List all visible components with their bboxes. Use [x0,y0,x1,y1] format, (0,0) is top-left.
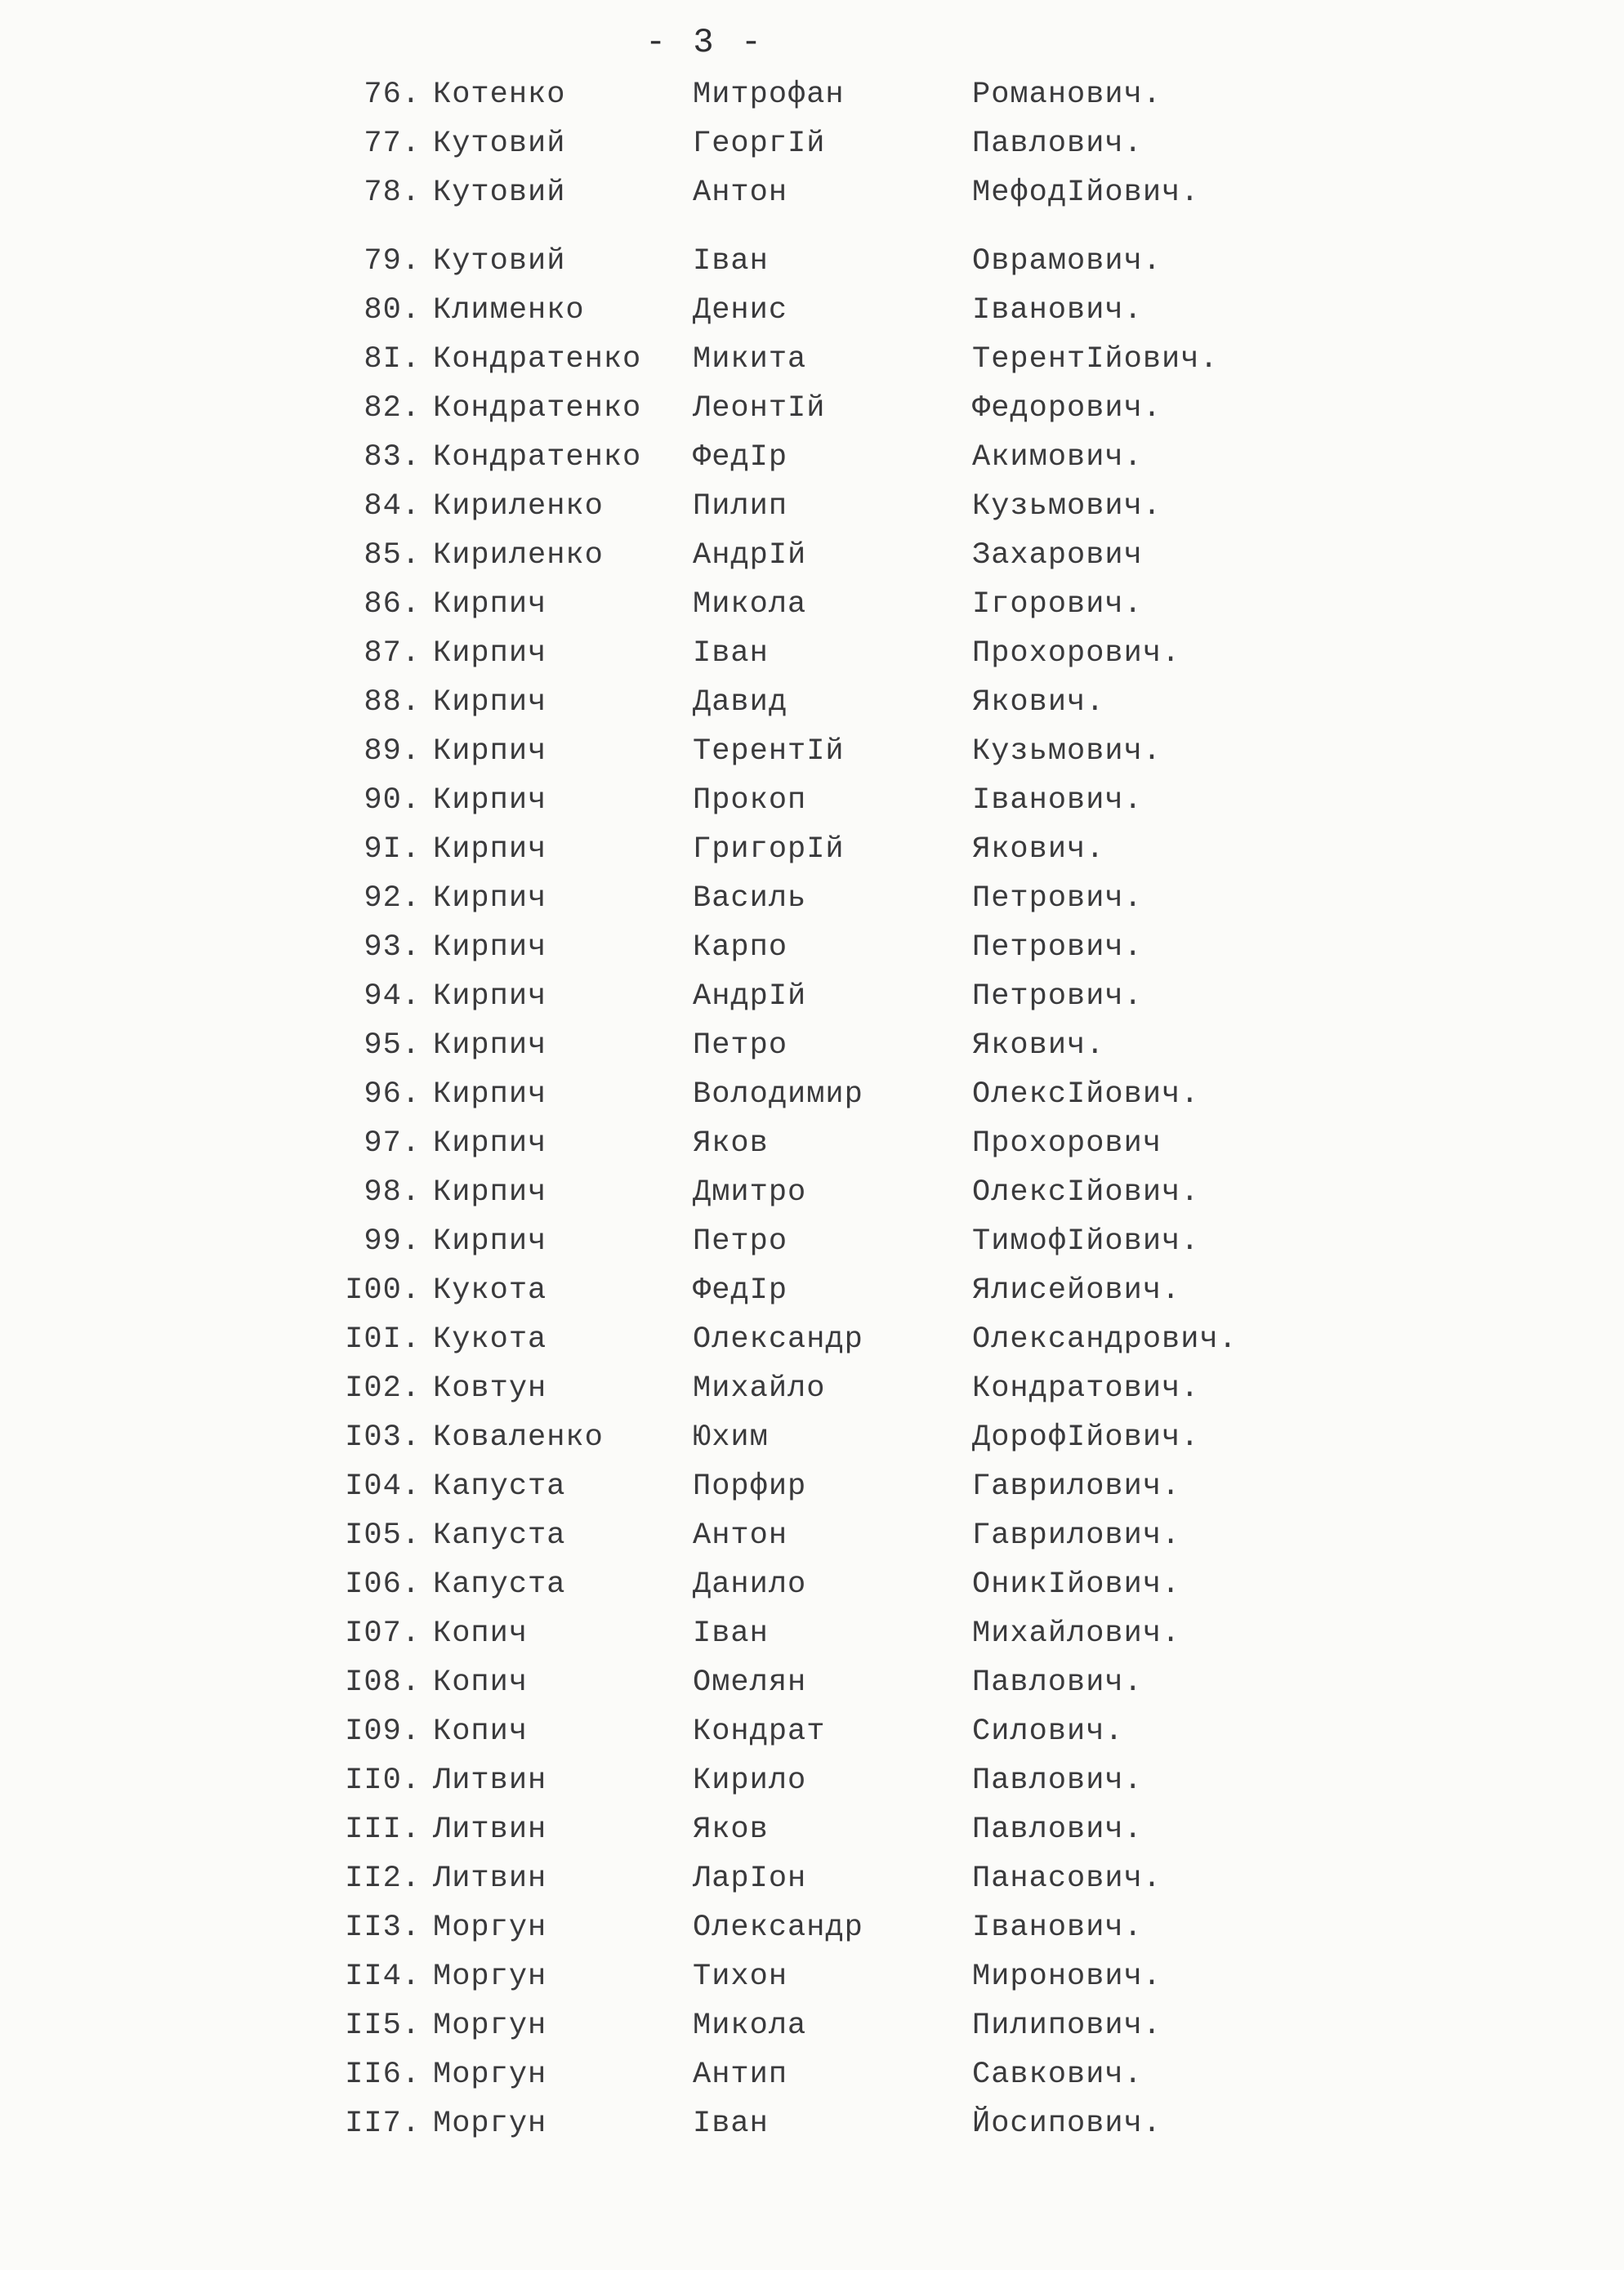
given-name: Іван [693,2107,769,2141]
surname: Клименко [433,293,585,328]
entry-number: 90. [364,783,421,818]
surname: Литвин [433,1813,547,1847]
given-name: ЛарІон [693,1862,807,1896]
list-item [0,2099,1624,2148]
given-name: Микита [693,342,807,377]
surname: Капуста [433,1519,566,1553]
patronymic: Пилипович. [972,2009,1162,2043]
patronymic: Йосипович. [972,2107,1162,2141]
list-item [0,384,1624,433]
list-item [0,1315,1624,1364]
list-item [0,168,1624,237]
list-item [0,1168,1624,1217]
patronymic: Савкович. [972,2058,1143,2092]
given-name: Давид [693,685,788,720]
given-name: Петро [693,1224,788,1259]
entry-number: І00. [345,1273,421,1308]
list-item [0,1658,1624,1707]
list-item [0,237,1624,286]
patronymic: Якович. [972,832,1105,867]
surname: Кирпич [433,1077,547,1112]
given-name: Микола [693,2009,807,2043]
given-name: Антон [693,176,788,210]
given-name: ЛеонтІй [693,391,826,426]
entry-number: 88. [364,685,421,720]
patronymic: Петрович. [972,979,1143,1014]
patronymic: ТерентІйович. [972,342,1219,377]
surname: Моргун [433,1960,547,1994]
entry-number: І04. [345,1469,421,1504]
given-name: АндрІй [693,979,807,1014]
given-name: Омелян [693,1666,807,1700]
surname: Кирпич [433,1028,547,1063]
surname: Ковтун [433,1371,547,1406]
entry-number: ІІ7. [345,2107,421,2141]
given-name: ГригорІй [693,832,845,867]
list-item [0,972,1624,1021]
given-name: ТерентІй [693,734,845,769]
surname: Кирпич [433,636,547,671]
surname: Кондратенко [433,440,642,475]
list-item [0,482,1624,531]
given-name: Денис [693,293,788,328]
surname: Кирпич [433,783,547,818]
list-item [0,874,1624,923]
given-name: Василь [693,881,807,916]
list-item [0,1560,1624,1609]
list-item [0,1021,1624,1070]
surname: Моргун [433,2009,547,2043]
list-item [0,119,1624,168]
entry-number: І03. [345,1420,421,1455]
entry-number: 86. [364,587,421,622]
patronymic: Павлович. [972,127,1143,161]
given-name: Юхим [693,1420,769,1455]
list-item [0,286,1624,335]
entry-number: 78. [364,176,421,210]
entry-number: 76. [364,78,421,112]
given-name: Митрофан [693,78,845,112]
given-name: Антип [693,2058,788,2092]
surname: Копич [433,1715,529,1749]
given-name: ФедІр [693,1273,788,1308]
list-item [0,678,1624,727]
entry-number: І07. [345,1617,421,1651]
patronymic: Миронович. [972,1960,1162,1994]
patronymic: ОникІйович. [972,1568,1181,1602]
list-item [0,1511,1624,1560]
given-name: Данило [693,1568,807,1602]
list-item [0,1119,1624,1168]
surname: Кутовий [433,176,566,210]
surname: Коваленко [433,1420,604,1455]
list-item [0,2050,1624,2099]
entry-number: 83. [364,440,421,475]
patronymic: ОлексІйович. [972,1175,1200,1210]
entry-number: 98. [364,1175,421,1210]
surname: Моргун [433,1911,547,1945]
given-name: Михайло [693,1371,826,1406]
list-item [0,1266,1624,1315]
name-list [0,70,1624,2148]
patronymic: Кондратович. [972,1371,1200,1406]
patronymic: Петрович. [972,930,1143,965]
list-item [0,825,1624,874]
patronymic: Кузьмович. [972,489,1162,524]
surname: Кирпич [433,1224,547,1259]
given-name: Іван [693,636,769,671]
entry-number: 92. [364,881,421,916]
entry-number: І09. [345,1715,421,1749]
surname: Капуста [433,1469,566,1504]
entry-number: 85. [364,538,421,573]
given-name: Прокоп [693,783,807,818]
list-item [0,629,1624,678]
patronymic: Іванович. [972,783,1143,818]
given-name: Порфир [693,1469,807,1504]
surname: Кирпич [433,1175,547,1210]
entry-number: 8І. [364,342,421,377]
list-item [0,776,1624,825]
given-name: Петро [693,1028,788,1063]
list-item [0,1462,1624,1511]
list-item [0,335,1624,384]
patronymic: Іванович. [972,293,1143,328]
patronymic: Павлович. [972,1764,1143,1798]
patronymic: Оврамович. [972,244,1162,279]
entry-number: 96. [364,1077,421,1112]
list-item [0,1364,1624,1413]
patronymic: Петрович. [972,881,1143,916]
entry-number: І08. [345,1666,421,1700]
patronymic: ОлексІйович. [972,1077,1200,1112]
patronymic: ДорофІйович. [972,1420,1200,1455]
entry-number: 95. [364,1028,421,1063]
given-name: Дмитро [693,1175,807,1210]
patronymic: ТимофІйович. [972,1224,1200,1259]
entry-number: 9І. [364,832,421,867]
patronymic: Гаврилович. [972,1469,1181,1504]
entry-number: І02. [345,1371,421,1406]
patronymic: Силович. [972,1715,1124,1749]
entry-number: 77. [364,127,421,161]
list-item [0,1756,1624,1805]
entry-number: І05. [345,1519,421,1553]
entry-number: І06. [345,1568,421,1602]
surname: Кирпич [433,734,547,769]
surname: Кутовий [433,244,566,279]
entry-number: 84. [364,489,421,524]
given-name: Володимир [693,1077,863,1112]
surname: Кириленко [433,489,604,524]
patronymic: Якович. [972,1028,1105,1063]
page-number: - 3 - [645,23,765,62]
patronymic: Панасович. [972,1862,1162,1896]
entry-number: 93. [364,930,421,965]
surname: Литвин [433,1862,547,1896]
list-item [0,531,1624,580]
given-name: Карпо [693,930,788,965]
given-name: Олександр [693,1911,863,1945]
given-name: АндрІй [693,538,807,573]
list-item [0,1070,1624,1119]
surname: Литвин [433,1764,547,1798]
entry-number: І0І. [345,1322,421,1357]
entry-number: 99. [364,1224,421,1259]
patronymic: Іванович. [972,1911,1143,1945]
list-item [0,1903,1624,1952]
patronymic: Ялисейович. [972,1273,1181,1308]
list-item [0,923,1624,972]
surname: Кондратенко [433,342,642,377]
surname: Копич [433,1617,529,1651]
patronymic: Захарович [972,538,1143,573]
surname: Капуста [433,1568,566,1602]
given-name: Кондрат [693,1715,826,1749]
given-name: Пилип [693,489,788,524]
list-item [0,1217,1624,1266]
entry-number: 89. [364,734,421,769]
list-item [0,1413,1624,1462]
list-item [0,70,1624,119]
entry-number: 82. [364,391,421,426]
entry-number: 97. [364,1126,421,1161]
surname: Кирпич [433,979,547,1014]
patronymic: Прохорович. [972,636,1181,671]
surname: Кондратенко [433,391,642,426]
entry-number: 79. [364,244,421,279]
surname: Кирпич [433,1126,547,1161]
patronymic: Михайлович. [972,1617,1181,1651]
surname: Кирпич [433,930,547,965]
patronymic: Прохорович [972,1126,1162,1161]
given-name: Тихон [693,1960,788,1994]
given-name: ГеоргІй [693,127,826,161]
surname: Кирпич [433,832,547,867]
surname: Кукота [433,1322,547,1357]
given-name: ФедІр [693,440,788,475]
surname: Кутовий [433,127,566,161]
entry-number: ІІ5. [345,2009,421,2043]
given-name: Микола [693,587,807,622]
patronymic: Кузьмович. [972,734,1162,769]
entry-number: 94. [364,979,421,1014]
patronymic: Павлович. [972,1666,1143,1700]
patronymic: Гаврилович. [972,1519,1181,1553]
list-item [0,433,1624,482]
entry-number: ІІ0. [345,1764,421,1798]
patronymic: Якович. [972,685,1105,720]
surname: Котенко [433,78,566,112]
list-item [0,1952,1624,2001]
entry-number: 80. [364,293,421,328]
given-name: Антон [693,1519,788,1553]
list-item [0,1805,1624,1854]
entry-number: ІІ2. [345,1862,421,1896]
given-name: Олександр [693,1322,863,1357]
surname: Кукота [433,1273,547,1308]
list-item [0,2001,1624,2050]
entry-number: ІІ4. [345,1960,421,1994]
surname: Моргун [433,2107,547,2141]
surname: Копич [433,1666,529,1700]
surname: Кириленко [433,538,604,573]
entry-number: ІІ3. [345,1911,421,1945]
list-item [0,727,1624,776]
patronymic: Павлович. [972,1813,1143,1847]
list-item [0,1609,1624,1658]
given-name: Яков [693,1813,769,1847]
patronymic: Олександрович. [972,1322,1238,1357]
list-item [0,1707,1624,1756]
list-item [0,580,1624,629]
patronymic: Федорович. [972,391,1162,426]
patronymic: Романович. [972,78,1162,112]
given-name: Кирило [693,1764,807,1798]
entry-number: 87. [364,636,421,671]
given-name: Яков [693,1126,769,1161]
entry-number: ІІ6. [345,2058,421,2092]
given-name: Іван [693,1617,769,1651]
patronymic: Ігорович. [972,587,1143,622]
surname: Кирпич [433,685,547,720]
patronymic: Акимович. [972,440,1143,475]
surname: Кирпич [433,587,547,622]
list-item [0,1854,1624,1903]
patronymic: МефодІйович. [972,176,1200,210]
entry-number: ІІІ. [345,1813,421,1847]
surname: Кирпич [433,881,547,916]
surname: Моргун [433,2058,547,2092]
given-name: Іван [693,244,769,279]
